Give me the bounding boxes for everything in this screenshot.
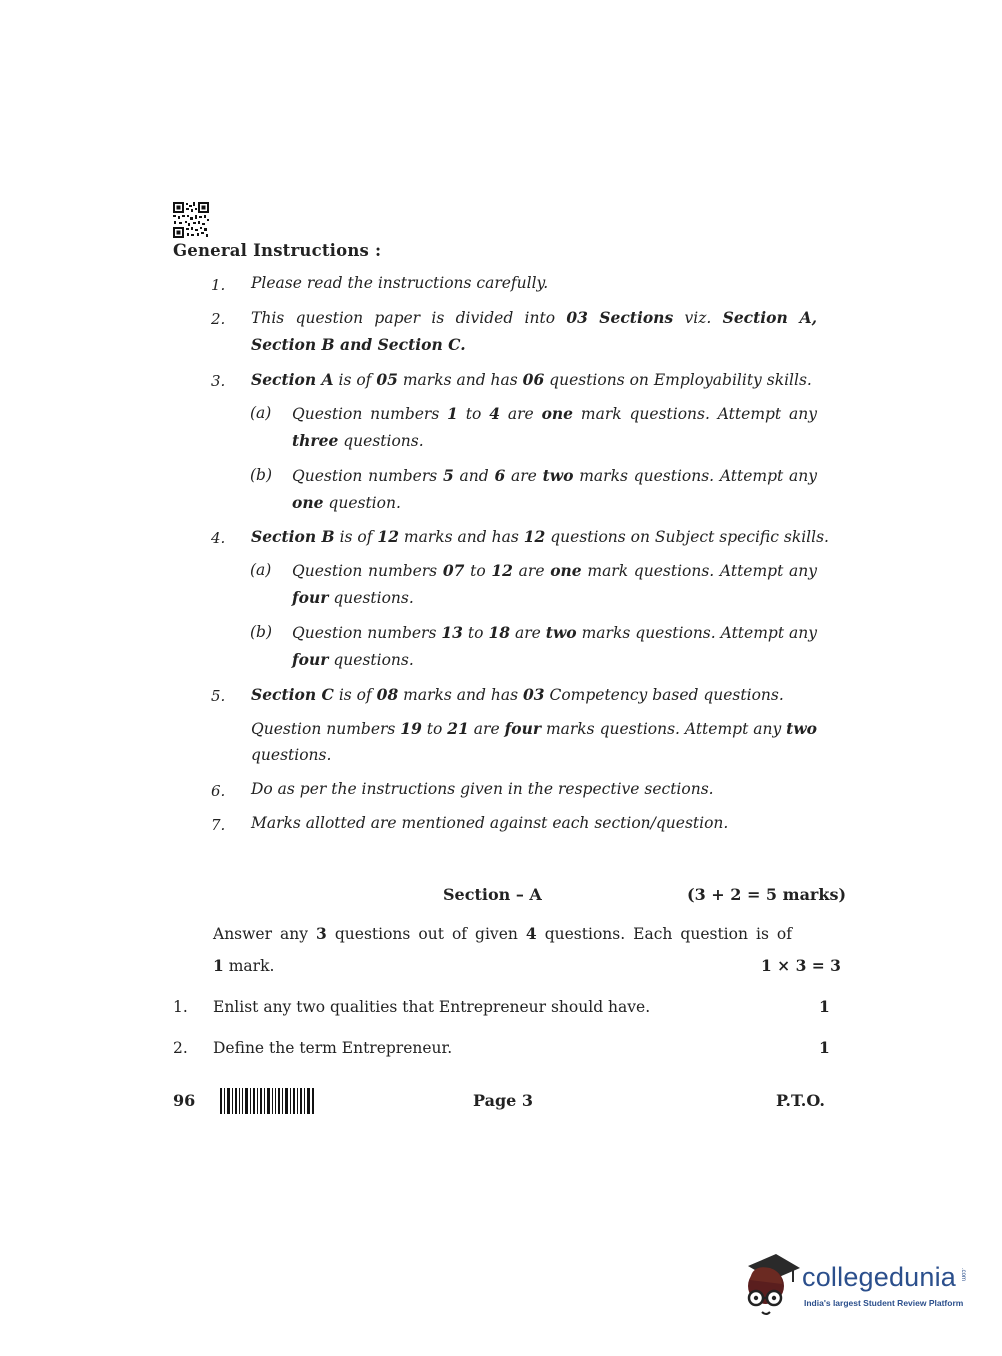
section-intro: 1 mark. xyxy=(213,956,275,975)
instruction-text: Marks allotted are mentioned against each section/question. xyxy=(251,814,729,832)
sub-item-text: four questions. xyxy=(292,650,414,669)
instruction-text: Section B is of 12 marks and has 12 questions on Subject specific skills. xyxy=(251,527,829,546)
instruction-number: 6. xyxy=(211,782,226,800)
question-marks: 1 xyxy=(819,1038,830,1057)
instruction-number: 5. xyxy=(211,687,226,705)
instruction-text: This question paper is divided into 03 Sections viz. Section A, xyxy=(251,308,817,327)
logo-tagline: India's largest Student Review Platform xyxy=(804,1298,964,1308)
question-number: 2. xyxy=(173,1039,188,1057)
general-instructions-heading: General Instructions : xyxy=(173,241,382,260)
instruction-text: Question numbers 19 to 21 are four marks questions. Attempt any two xyxy=(251,719,817,738)
instruction-text: Section A is of 05 marks and has 06 questions on Employability skills. xyxy=(251,370,812,389)
collegedunia-logo xyxy=(742,1250,968,1320)
sub-item-label: (b) xyxy=(250,466,273,484)
instruction-number: 7. xyxy=(211,816,226,834)
sub-item-text: Question numbers 07 to 12 are one mark questions. Attempt any xyxy=(292,561,817,580)
page-number: Page 3 xyxy=(473,1091,534,1110)
instruction-text: Do as per the instructions given in the respective sections. xyxy=(251,780,714,798)
pto-label: P.T.O. xyxy=(776,1091,825,1110)
instruction-number: 4. xyxy=(211,529,226,547)
logo-name: collegedunia xyxy=(802,1262,957,1292)
question-text: Enlist any two qualities that Entrepreneur should have. xyxy=(213,998,651,1016)
qr-code xyxy=(173,202,209,238)
sub-item-text: one question. xyxy=(292,493,401,512)
sub-item-text: Question numbers 13 to 18 are two marks questions. Attempt any xyxy=(292,623,817,642)
sub-item-text: four questions. xyxy=(292,588,414,607)
instruction-text: Please read the instructions carefully. xyxy=(251,274,549,292)
section-intro: Answer any 3 questions out of given 4 questions. Each question is of xyxy=(213,924,792,943)
instruction-text: Section C is of 08 marks and has 03 Competency based questions. xyxy=(251,685,784,704)
instruction-number: 2. xyxy=(211,310,226,328)
section-title: Section – A xyxy=(443,885,542,904)
sub-item-text: Question numbers 5 and 6 are two marks questions. Attempt any xyxy=(292,466,818,485)
logo-com: .com xyxy=(960,1268,966,1282)
mascot-icon xyxy=(742,1250,802,1318)
question-marks: 1 xyxy=(819,997,830,1016)
sub-item-label: (a) xyxy=(250,561,272,579)
sub-item-text: Question numbers 1 to 4 are one mark questions. Attempt any xyxy=(292,404,817,423)
section-marks: (3 + 2 = 5 marks) xyxy=(687,885,847,904)
question-number: 1. xyxy=(173,998,188,1016)
section-intro-marks: 1 × 3 = 3 xyxy=(761,956,841,975)
question-text: Define the term Entrepreneur. xyxy=(213,1039,453,1057)
barcode xyxy=(220,1088,314,1114)
sub-item-label: (a) xyxy=(250,404,272,422)
instruction-number: 3. xyxy=(211,372,226,390)
paper-code: 96 xyxy=(173,1091,196,1110)
instruction-number: 1. xyxy=(211,276,226,294)
sub-item-text: three questions. xyxy=(292,431,424,450)
instruction-text: Section B and Section C. xyxy=(251,335,466,354)
sub-item-label: (b) xyxy=(250,623,273,641)
instruction-text: questions. xyxy=(251,746,332,764)
